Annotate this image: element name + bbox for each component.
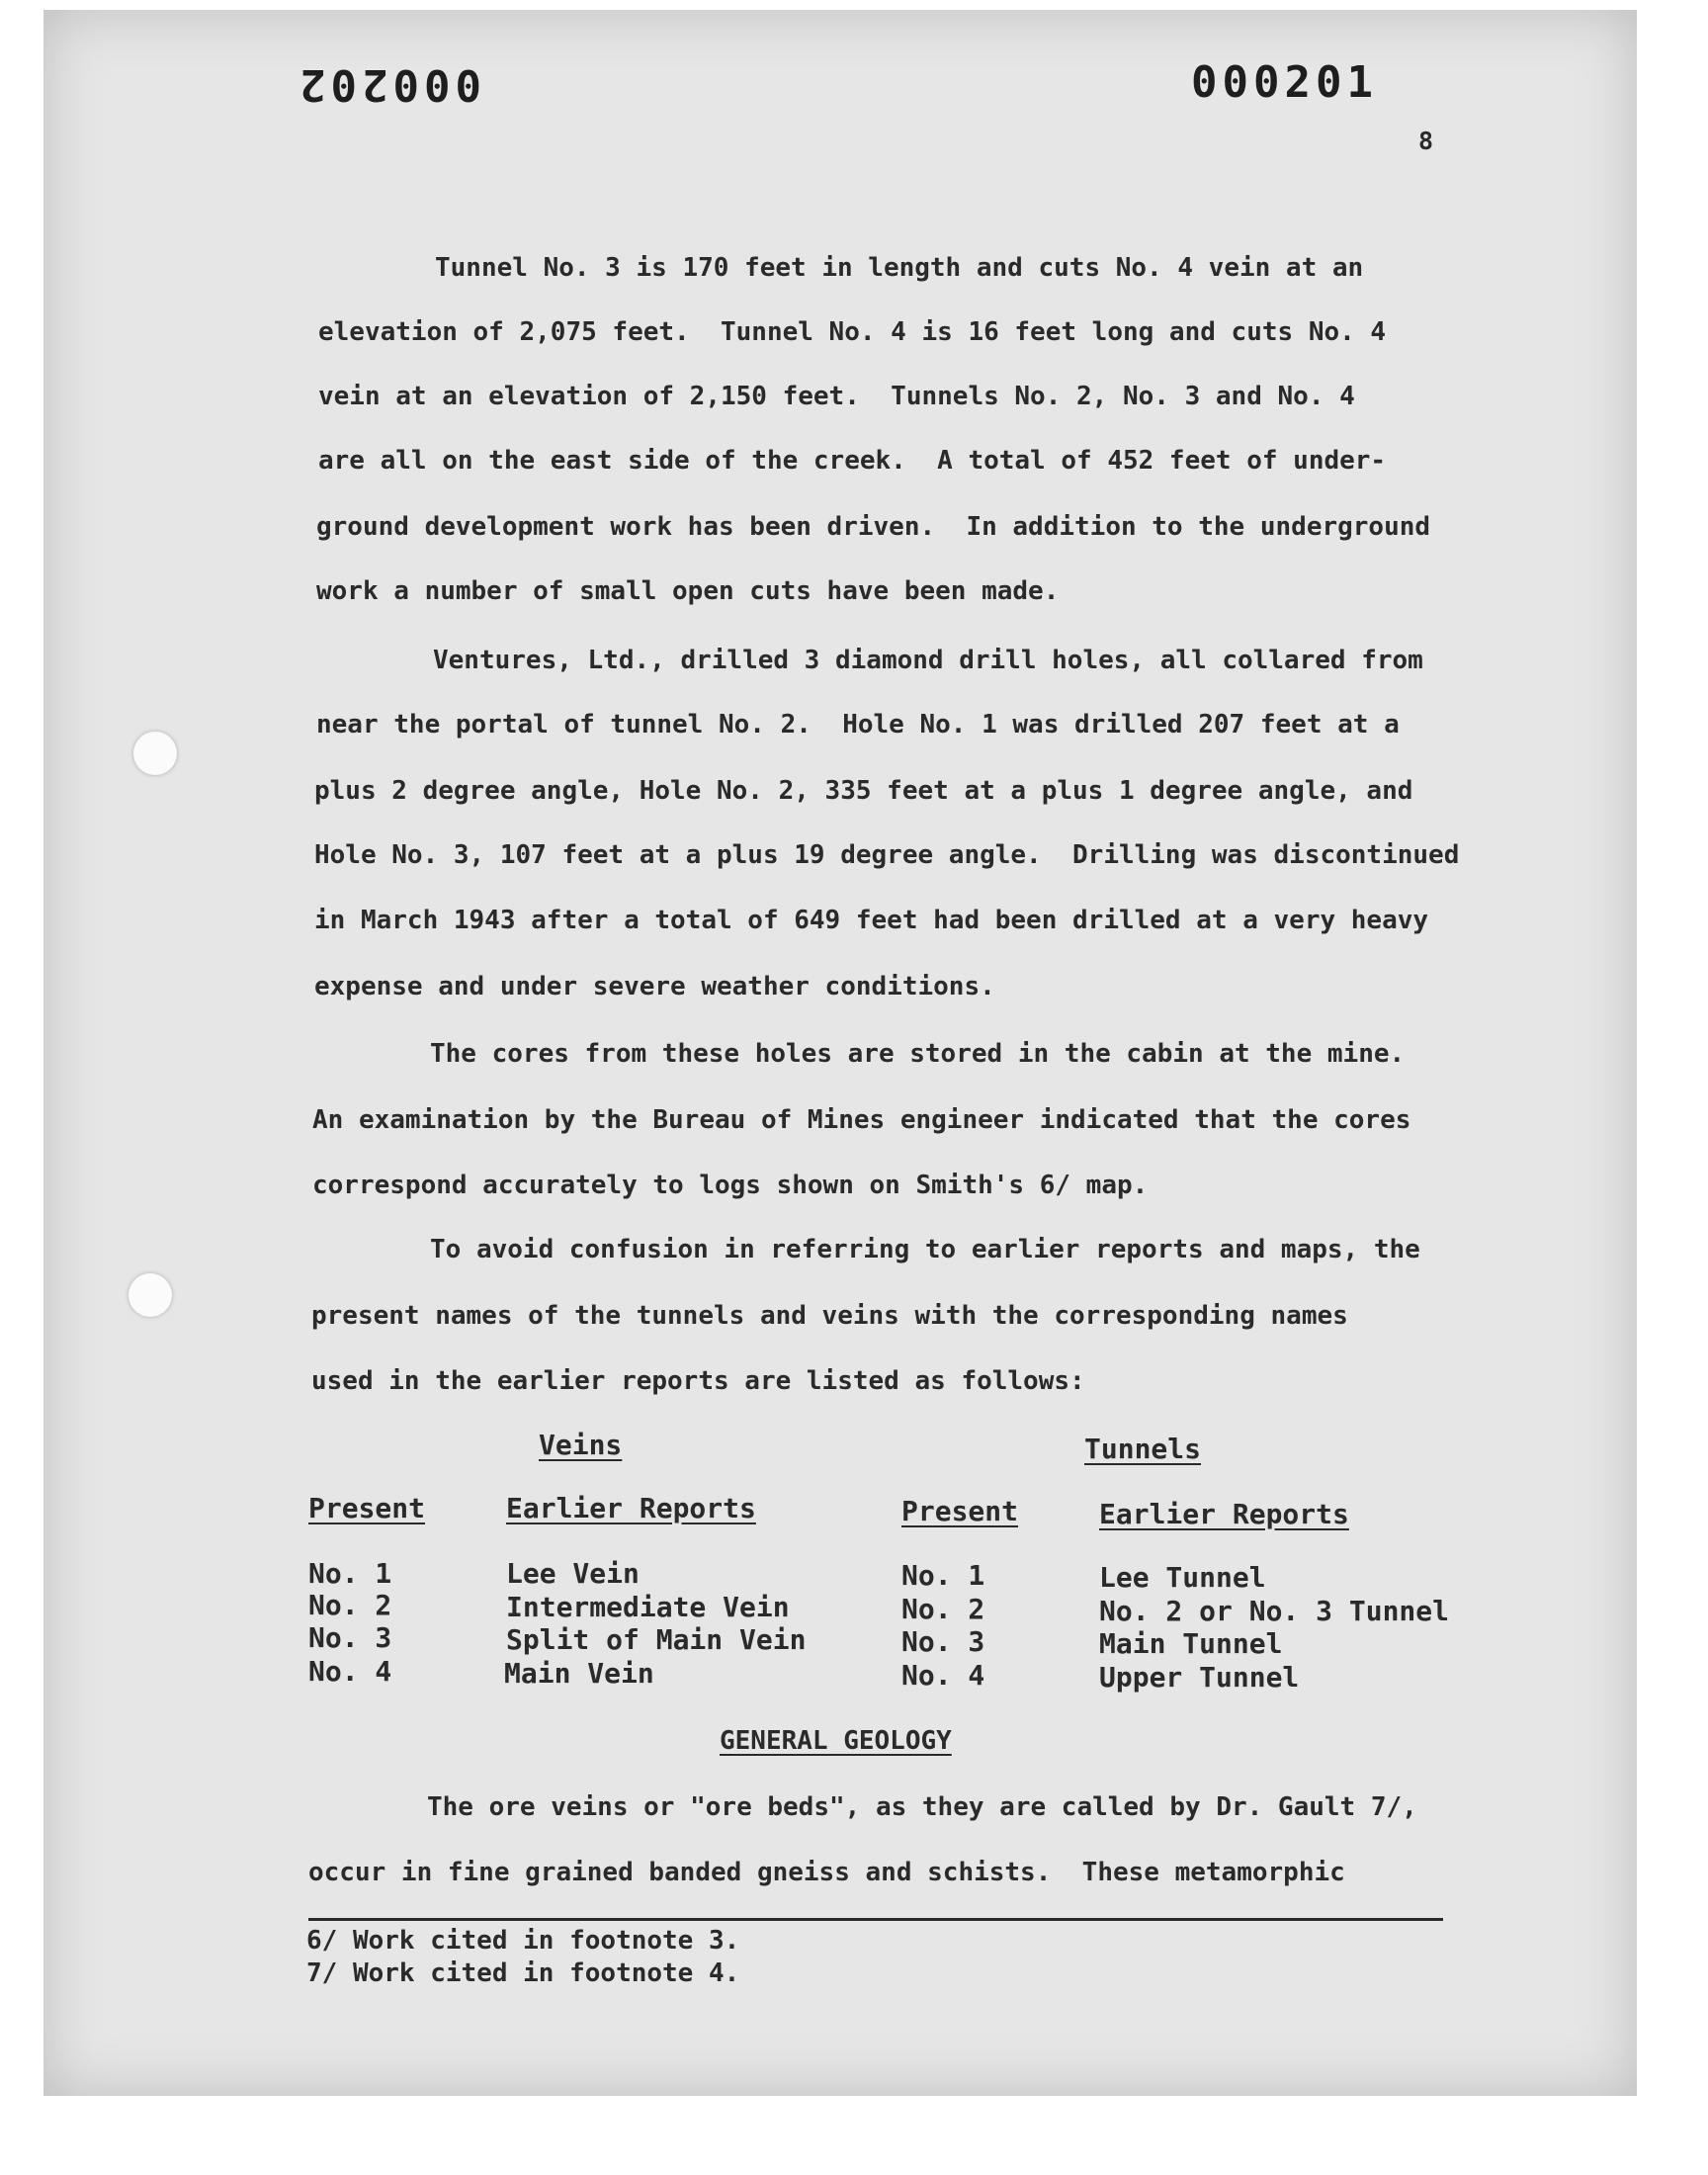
body-line: An examination by the Bureau of Mines engineer indicated that the cores (312, 1105, 1411, 1135)
section-heading: GENERAL GEOLOGY (720, 1726, 952, 1756)
body-line: plus 2 degree angle, Hole No. 2, 335 feet at a plus 1 degree angle, and (314, 776, 1413, 806)
table-group-veins: Veins (539, 1429, 623, 1461)
table-cell: Lee Tunnel (1099, 1561, 1266, 1594)
body-line: To avoid confusion in referring to earlier reports and maps, the (430, 1235, 1420, 1264)
table-cell: Main Tunnel (1099, 1627, 1283, 1660)
body-line: are all on the east side of the creek. A total of 452 feet of under- (318, 446, 1387, 476)
table-cell: Upper Tunnel (1099, 1661, 1300, 1694)
body-line: ground development work has been driven. In addition to the underground (316, 512, 1431, 542)
table-header: Earlier Reports (506, 1492, 756, 1524)
table-cell: Split of Main Vein (506, 1623, 807, 1656)
body-line: Hole No. 3, 107 feet at a plus 19 degree angle. Drilling was discontinued (314, 840, 1460, 870)
table-cell: No. 4 (308, 1655, 392, 1688)
table-cell: No. 2 or No. 3 Tunnel (1099, 1595, 1450, 1627)
body-line: Ventures, Ltd., drilled 3 diamond drill holes, all collared from (433, 646, 1423, 675)
body-line: Tunnel No. 3 is 170 feet in length and cuts No. 4 vein at an (435, 253, 1364, 283)
table-header: Present (901, 1495, 1019, 1527)
table-cell: No. 1 (308, 1557, 392, 1590)
table-cell: No. 4 (901, 1659, 985, 1692)
body-line: near the portal of tunnel No. 2. Hole No. 1 was drilled 207 feet at a (316, 710, 1400, 740)
table-cell: No. 3 (308, 1621, 392, 1654)
table-header: Earlier Reports (1099, 1498, 1349, 1530)
body-line: expense and under severe weather conditions. (314, 972, 995, 1001)
stamp-number-mirrored: 000202 (295, 59, 481, 110)
table-group-tunnels: Tunnels (1084, 1433, 1202, 1465)
punch-hole-bottom (128, 1273, 172, 1317)
body-line: vein at an elevation of 2,150 feet. Tunnels No. 2, No. 3 and No. 4 (318, 382, 1355, 411)
body-line: used in the earlier reports are listed as follows: (311, 1366, 1085, 1396)
table-cell: No. 3 (901, 1625, 985, 1658)
stamp-number: 000201 (1191, 57, 1378, 108)
footnote: 6/ Work cited in footnote 3. (306, 1926, 740, 1956)
body-line: in March 1943 after a total of 649 feet had been drilled at a very heavy (314, 906, 1429, 935)
body-line: elevation of 2,075 feet. Tunnel No. 4 is 16 feet long and cuts No. 4 (318, 317, 1387, 347)
body-line: work a number of small open cuts have been made. (316, 576, 1060, 606)
body-line: present names of the tunnels and veins with the corresponding names (311, 1301, 1348, 1331)
body-line: The cores from these holes are stored in the cabin at the mine. (430, 1039, 1406, 1069)
footnote: 7/ Work cited in footnote 4. (306, 1958, 740, 1988)
table-cell: Intermediate Vein (506, 1591, 790, 1623)
body-line: correspond accurately to logs shown on Smith's 6/ map. (312, 1171, 1149, 1200)
punch-hole-top (133, 732, 177, 775)
body-line: The ore veins or "ore beds", as they are called by Dr. Gault 7/, (427, 1792, 1417, 1822)
footnote-rule (308, 1918, 1443, 1921)
table-header: Present (308, 1492, 426, 1524)
table-cell: No. 1 (901, 1559, 985, 1592)
body-line: occur in fine grained banded gneiss and schists. These metamorphic (308, 1858, 1345, 1887)
page-number: 8 (1418, 127, 1434, 155)
table-cell: No. 2 (901, 1593, 985, 1625)
table-cell: Lee Vein (506, 1557, 640, 1590)
table-cell: No. 2 (308, 1589, 392, 1621)
table-cell: Main Vein (504, 1657, 654, 1690)
